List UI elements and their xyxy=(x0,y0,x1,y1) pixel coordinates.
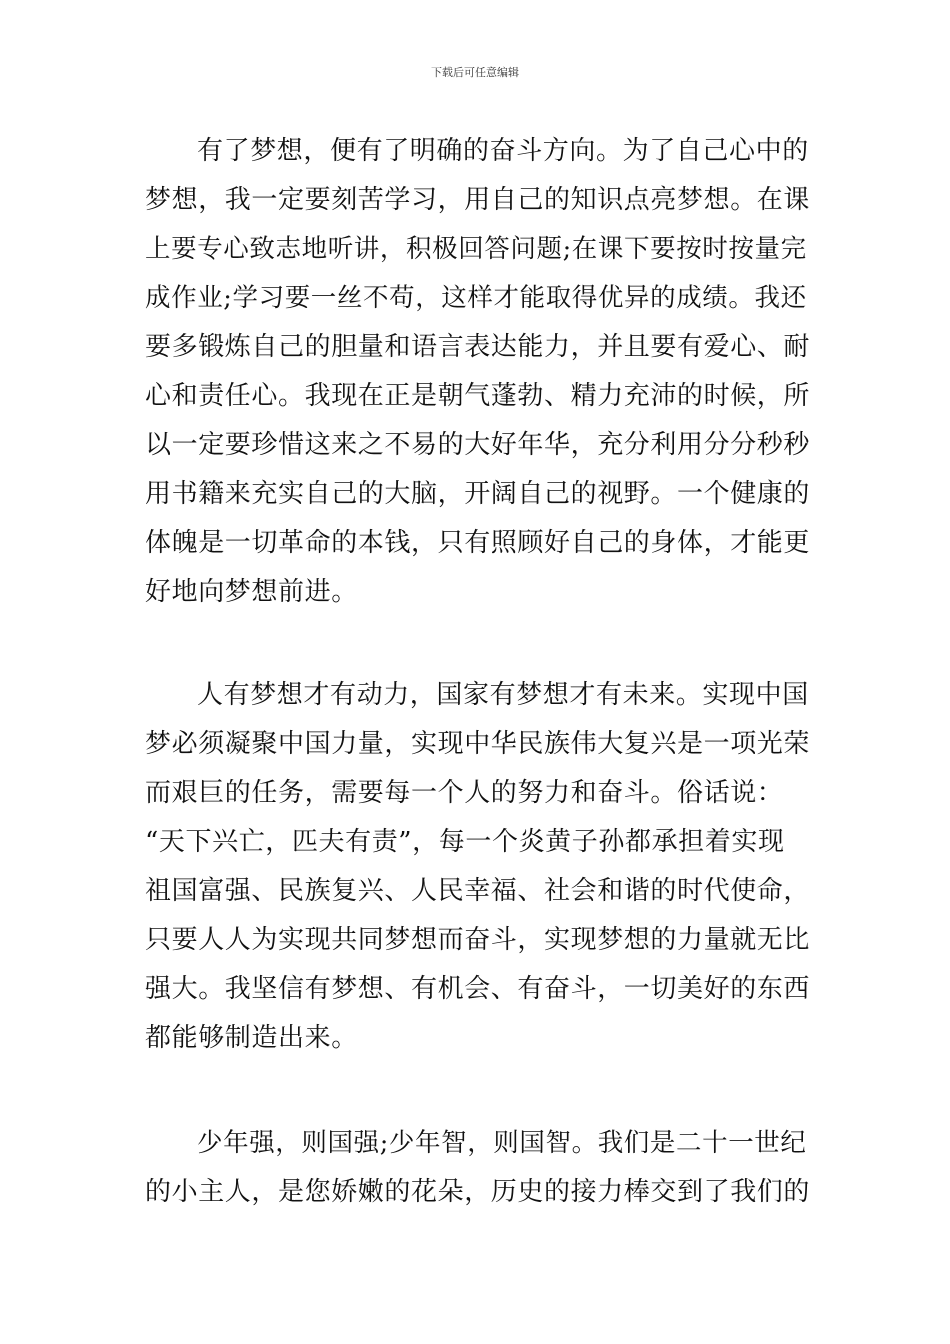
paragraph-line: 以一定要珍惜这来之不易的大好年华，充分利用分分秒秒 xyxy=(145,430,811,460)
paragraph-line: 用书籍来充实自己的大脑，开阔自己的视野。一个健康的 xyxy=(145,479,811,509)
paragraph-line: 有了梦想，便有了明确的奋斗方向。为了自己心中的 xyxy=(197,136,809,166)
paragraph-line: 上要专心致志地听讲，积极回答问题;在课下要按时按量完 xyxy=(145,234,807,264)
paragraph-line: 梦想，我一定要刻苦学习，用自己的知识点亮梦想。在课 xyxy=(145,185,811,215)
paragraph-line: “天下兴亡，匹夫有责”，每一个炎黄子孙都承担着实现 xyxy=(145,827,785,857)
paragraph-line: 心和责任心。我现在正是朝气蓬勃、精力充沛的时候，所 xyxy=(145,381,811,411)
paragraph-line: 都能够制造出来。 xyxy=(145,1023,358,1053)
paragraph-line: 梦必须凝聚中国力量，实现中华民族伟大复兴是一项光荣 xyxy=(145,729,811,759)
paragraph-line: 体魄是一切革命的本钱，只有照顾好自己的身体，才能更 xyxy=(145,528,811,558)
paragraph-line: 而艰巨的任务，需要每一个人的努力和奋斗。俗话说： xyxy=(145,778,784,808)
paragraph-line: 好地向梦想前进。 xyxy=(145,577,358,607)
paragraph-line: 要多锻炼自己的胆量和语言表达能力，并且要有爱心、耐 xyxy=(145,332,811,362)
paragraph-line: 人有梦想才有动力，国家有梦想才有未来。实现中国 xyxy=(197,680,809,710)
paragraph-line: 强大。我坚信有梦想、有机会、有奋斗，一切美好的东西 xyxy=(145,974,811,1004)
page-header: 下载后可任意编辑 xyxy=(431,66,519,79)
paragraph-line: 只要人人为实现共同梦想而奋斗，实现梦想的力量就无比 xyxy=(145,925,811,955)
paragraph-line: 少年强，则国强;少年智，则国智。我们是二十一世纪 xyxy=(197,1128,807,1158)
paragraph-line: 成作业;学习要一丝不苟，这样才能取得优异的成绩。我还 xyxy=(145,283,807,313)
paragraph-line: 祖国富强、民族复兴、人民幸福、社会和谐的时代使命， xyxy=(145,876,811,906)
paragraph-line: 的小主人，是您娇嫩的花朵，历史的接力棒交到了我们的 xyxy=(145,1177,811,1207)
